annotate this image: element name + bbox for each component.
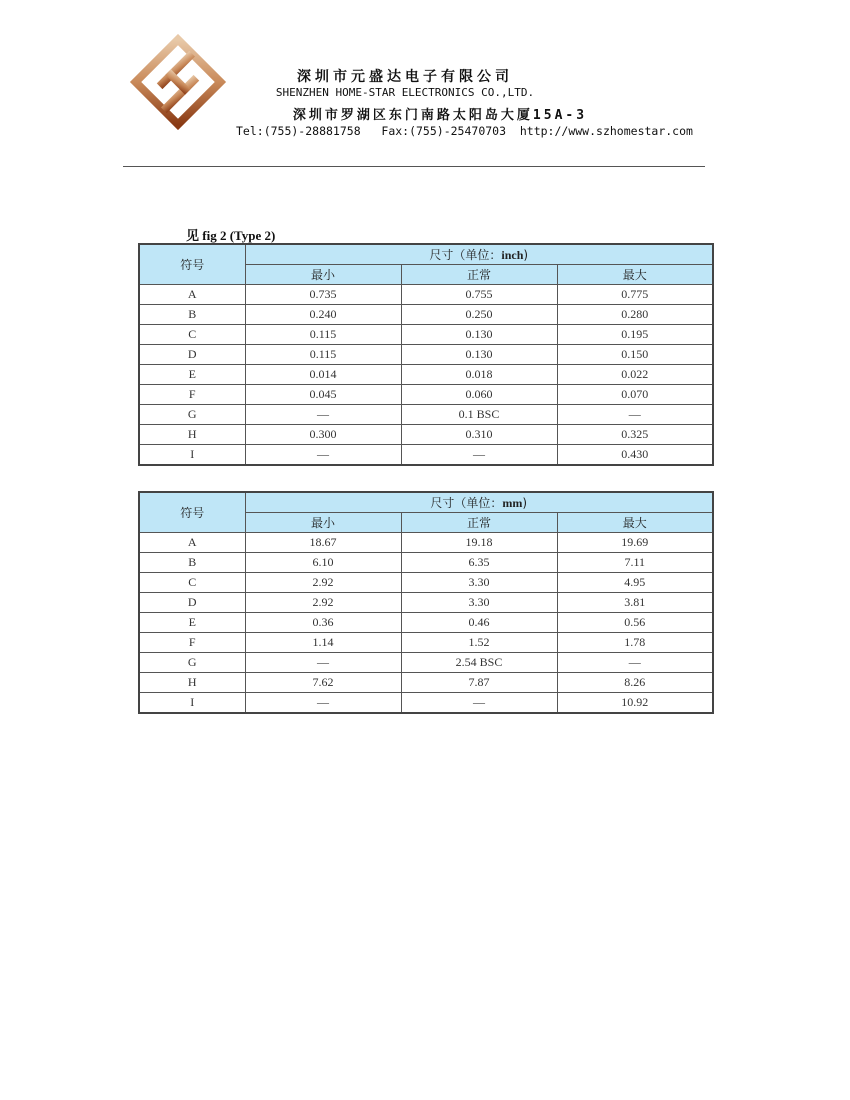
cell-max: 8.26 — [557, 673, 713, 693]
table-row — [139, 405, 713, 425]
table-row — [139, 613, 713, 633]
dimension-table-inch — [138, 243, 714, 466]
cell-nom: — — [401, 445, 557, 466]
cell-max: 0.195 — [557, 325, 713, 345]
cell-min: 0.014 — [245, 365, 401, 385]
cell-max: 10.92 — [557, 693, 713, 714]
cell-nom: — — [401, 693, 557, 714]
unit-value: inch — [501, 248, 524, 262]
cell-nom: 0.250 — [401, 305, 557, 325]
cell-min: 0.36 — [245, 613, 401, 633]
symbol-header: 符号 — [139, 492, 245, 533]
cell-max: — — [557, 653, 713, 673]
unit-header — [245, 244, 713, 265]
cell-min: 6.10 — [245, 553, 401, 573]
cell-max: 0.775 — [557, 285, 713, 305]
cell-nom: 1.52 — [401, 633, 557, 653]
cell-sym: A — [139, 533, 245, 553]
table-row — [139, 365, 713, 385]
cell-max: 1.78 — [557, 633, 713, 653]
cell-min: 1.14 — [245, 633, 401, 653]
cell-min: 2.92 — [245, 573, 401, 593]
cell-sym: B — [139, 305, 245, 325]
cell-nom: 3.30 — [401, 593, 557, 613]
cell-nom: 19.18 — [401, 533, 557, 553]
cell-sym: H — [139, 673, 245, 693]
cell-sym: E — [139, 613, 245, 633]
cell-max: 0.150 — [557, 345, 713, 365]
cell-max: 19.69 — [557, 533, 713, 553]
header-divider — [123, 166, 705, 167]
table-row — [139, 693, 713, 714]
cell-sym: D — [139, 345, 245, 365]
cell-nom: 0.46 — [401, 613, 557, 633]
unit-value: mm — [502, 496, 523, 510]
cell-max: 3.81 — [557, 593, 713, 613]
cell-sym: G — [139, 405, 245, 425]
unit-header — [245, 492, 713, 513]
cell-min: 18.67 — [245, 533, 401, 553]
cell-sym: E — [139, 365, 245, 385]
company-name-english: SHENZHEN HOME-STAR ELECTRONICS CO.,LTD. — [275, 86, 535, 99]
cell-nom: 7.87 — [401, 673, 557, 693]
col-min-header: 最小 — [245, 265, 401, 285]
table-row — [139, 593, 713, 613]
unit-prefix: 尺寸（单位： — [430, 496, 503, 510]
figure-reference: 见 fig 2 (Type 2) — [186, 228, 276, 243]
cell-nom: 2.54 BSC — [401, 653, 557, 673]
cell-nom: 0.130 — [401, 345, 557, 365]
cell-nom: 0.310 — [401, 425, 557, 445]
cell-sym: I — [139, 445, 245, 466]
cell-min: 2.92 — [245, 593, 401, 613]
table-row — [139, 533, 713, 553]
cell-sym: C — [139, 573, 245, 593]
table-row — [139, 305, 713, 325]
cell-sym: H — [139, 425, 245, 445]
unit-suffix: ) — [523, 248, 529, 262]
company-address: 深圳市罗湖区东门南路太阳岛大厦15A-3 — [292, 108, 588, 123]
table-row — [139, 553, 713, 573]
cell-sym: I — [139, 693, 245, 714]
table-row — [139, 385, 713, 405]
cell-nom: 0.060 — [401, 385, 557, 405]
cell-nom: 0.130 — [401, 325, 557, 345]
cell-min: 0.115 — [245, 325, 401, 345]
cell-max: 0.022 — [557, 365, 713, 385]
company-contact: Tel:(755)-28881758 Fax:(755)-25470703 http://www.szhomestar.com — [236, 124, 693, 138]
col-nom-header: 正常 — [401, 265, 557, 285]
col-min-header: 最小 — [245, 513, 401, 533]
cell-max: 0.430 — [557, 445, 713, 466]
table-row — [139, 285, 713, 305]
cell-max: 4.95 — [557, 573, 713, 593]
cell-nom: 6.35 — [401, 553, 557, 573]
unit-prefix: 尺寸（单位： — [429, 248, 502, 262]
cell-sym: B — [139, 553, 245, 573]
col-max-header: 最大 — [557, 513, 713, 533]
cell-min: — — [245, 405, 401, 425]
cell-max: 0.325 — [557, 425, 713, 445]
cell-min: 0.045 — [245, 385, 401, 405]
cell-nom: 0.755 — [401, 285, 557, 305]
symbol-header: 符号 — [139, 244, 245, 285]
table-row — [139, 345, 713, 365]
table-row — [139, 673, 713, 693]
company-name-chinese: 深圳市元盛达电子有限公司 — [297, 69, 513, 85]
table-row — [139, 633, 713, 653]
cell-sym: A — [139, 285, 245, 305]
company-logo — [128, 34, 228, 130]
cell-max: 0.280 — [557, 305, 713, 325]
cell-min: — — [245, 445, 401, 466]
table-row — [139, 445, 713, 466]
cell-nom: 0.1 BSC — [401, 405, 557, 425]
col-nom-header: 正常 — [401, 513, 557, 533]
col-max-header: 最大 — [557, 265, 713, 285]
cell-min: 7.62 — [245, 673, 401, 693]
table-row — [139, 653, 713, 673]
cell-sym: F — [139, 385, 245, 405]
cell-min: 0.115 — [245, 345, 401, 365]
cell-max: 0.56 — [557, 613, 713, 633]
cell-max: 0.070 — [557, 385, 713, 405]
cell-max: 7.11 — [557, 553, 713, 573]
cell-min: — — [245, 653, 401, 673]
cell-min: 0.735 — [245, 285, 401, 305]
cell-nom: 3.30 — [401, 573, 557, 593]
cell-max: — — [557, 405, 713, 425]
cell-min: 0.240 — [245, 305, 401, 325]
cell-min: 0.300 — [245, 425, 401, 445]
cell-sym: G — [139, 653, 245, 673]
cell-sym: C — [139, 325, 245, 345]
cell-min: — — [245, 693, 401, 714]
cell-sym: F — [139, 633, 245, 653]
dimension-table-mm — [138, 491, 714, 714]
table-row — [139, 573, 713, 593]
cell-nom: 0.018 — [401, 365, 557, 385]
table-row — [139, 425, 713, 445]
table-row — [139, 325, 713, 345]
cell-sym: D — [139, 593, 245, 613]
unit-suffix: ) — [522, 496, 528, 510]
